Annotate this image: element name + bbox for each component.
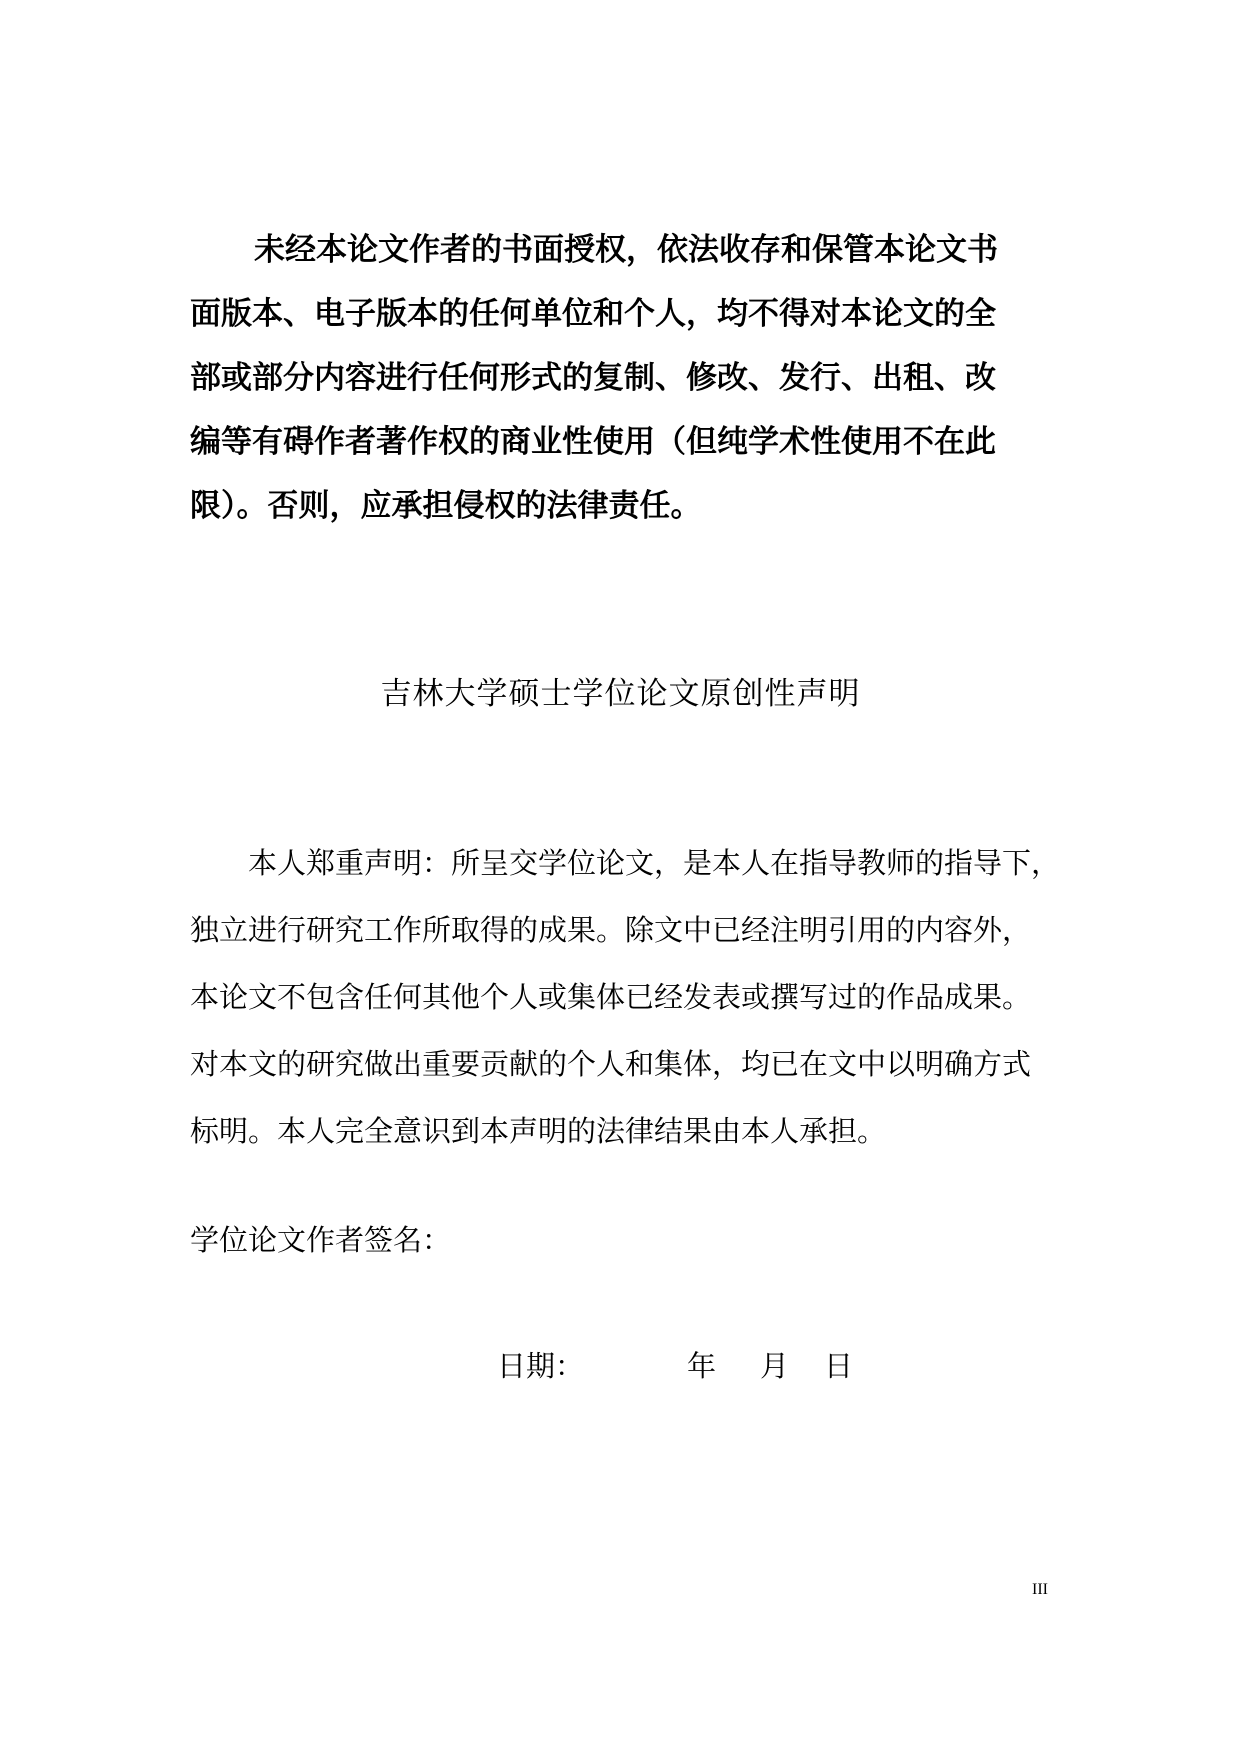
declaration-line: 本人郑重声明：所呈交学位论文，是本人在指导教师的指导下， <box>248 846 1061 880</box>
declaration-title: 吉林大学硕士学位论文原创性声明 <box>380 676 861 712</box>
declaration-line: 独立进行研究工作所取得的成果。除文中已经注明引用的内容外， <box>190 913 1032 947</box>
declaration-line: 标明。本人完全意识到本声明的法律结果由本人承担。 <box>190 1114 887 1148</box>
page-number: III <box>1032 1581 1048 1598</box>
declaration-line: 本论文不包含任何其他个人或集体已经发表或撰写过的作品成果。 <box>190 980 1032 1014</box>
signature-label: 学位论文作者签名： <box>190 1223 452 1257</box>
copyright-notice-line: 部或部分内容进行任何形式的复制、修改、发行、出租、改 <box>190 360 996 396</box>
date-label: 日期： <box>497 1349 585 1383</box>
date-year-label: 年 <box>687 1349 717 1383</box>
copyright-notice-line: 编等有碍作者著作权的商业性使用（但纯学术性使用不在此 <box>190 424 996 460</box>
copyright-notice-line: 未经本论文作者的书面授权，依法收存和保管本论文书 <box>254 232 998 268</box>
copyright-notice-line: 面版本、电子版本的任何单位和个人，均不得对本论文的全 <box>190 296 996 332</box>
declaration-body <box>190 830 1060 1165</box>
copyright-notice <box>190 218 1050 538</box>
declaration-line: 对本文的研究做出重要贡献的个人和集体，均已在文中以明确方式 <box>190 1047 1032 1081</box>
date-row <box>497 1344 853 1388</box>
date-month-label: 月 <box>760 1349 790 1383</box>
copyright-notice-line: 限）。否则，应承担侵权的法律责任。 <box>190 488 702 524</box>
date-day-label: 日 <box>824 1349 854 1383</box>
